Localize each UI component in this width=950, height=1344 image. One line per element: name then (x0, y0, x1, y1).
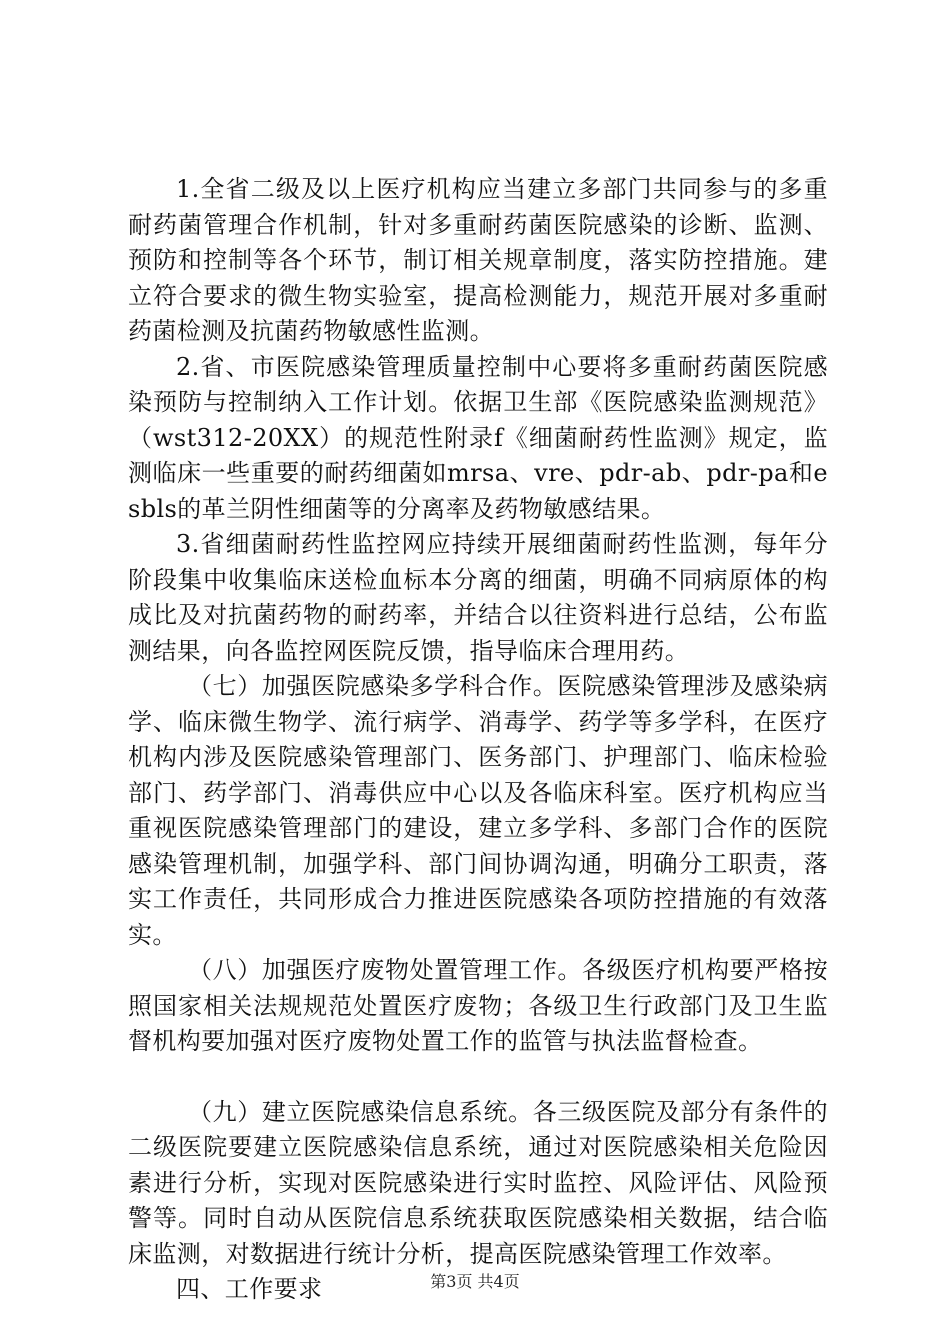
paragraph-item-1: 1.全省二级及以上医疗机构应当建立多部门共同参与的多重耐药菌管理合作机制，针对多重耐药菌医院感染的诊断、监测、预防和控制等各个环节，制订相关规章制度，落实防控措施。建立符合要求的微生物实验室，提高检测能力，规范开展对多重耐药菌检测及抗菌药物敏感性监测。 (128, 175, 828, 345)
document-body (128, 172, 828, 1308)
paragraph-section-8: （八）加强医疗废物处置管理工作。各级医疗机构要严格按照国家相关法规规范处置医疗废物；各级卫生行政部门及卫生监督机构要加强对医疗废物处置工作的监管与执法监督检查。 (128, 956, 828, 1055)
paragraph-item-3: 3.省细菌耐药性监控网应持续开展细菌耐药性监测，每年分阶段集中收集临床送检血标本分离的细菌，明确不同病原体的构成比及对抗菌药物的耐药率，并结合以往资料进行总结，公布监测结果，向各监控网医院反馈，指导临床合理用药。 (128, 530, 828, 665)
paragraph-item-2: 2.省、市医院感染管理质量控制中心要将多重耐药菌医院感染预防与控制纳入工作计划。依据卫生部《医院感染监测规范》（wst312-20XX）的规范性附录f《细菌耐药性监测》规定，监测临床一些重要的耐药细菌如mrsa、vre、pdr-ab、pdr-pa和esbls的革兰阴性细菌等的分离率及药物敏感结果。 (128, 352, 828, 523)
page-number-footer: 第3页 共4页 (430, 1272, 520, 1291)
section-heading-work-requirements: 四、工作要求 (176, 1275, 323, 1303)
paragraph-section-9: （九）建立医院感染信息系统。各三级医院及部分有条件的二级医院要建立医院感染信息系统，通过对医院感染相关危险因素进行分析，实现对医院感染进行实时监控、风险评估、风险预警等。同时自动从医院信息系统获取医院感染相关数据，结合临床监测，对数据进行统计分析，提高医院感染管理工作效率。 (128, 1097, 828, 1268)
paragraph-section-7: （七）加强医院感染多学科合作。医院感染管理涉及感染病学、临床微生物学、流行病学、消毒学、药学等多学科，在医疗机构内涉及医院感染管理部门、医务部门、护理部门、临床检验部门、药学部门、消毒供应中心以及各临床科室。医疗机构应当重视医院感染管理部门的建设，建立多学科、多部门合作的医院感染管理机制，加强学科、部门间协调沟通，明确分工职责，落实工作责任，共同形成合力推进医院感染各项防控措施的有效落实。 (128, 672, 828, 949)
